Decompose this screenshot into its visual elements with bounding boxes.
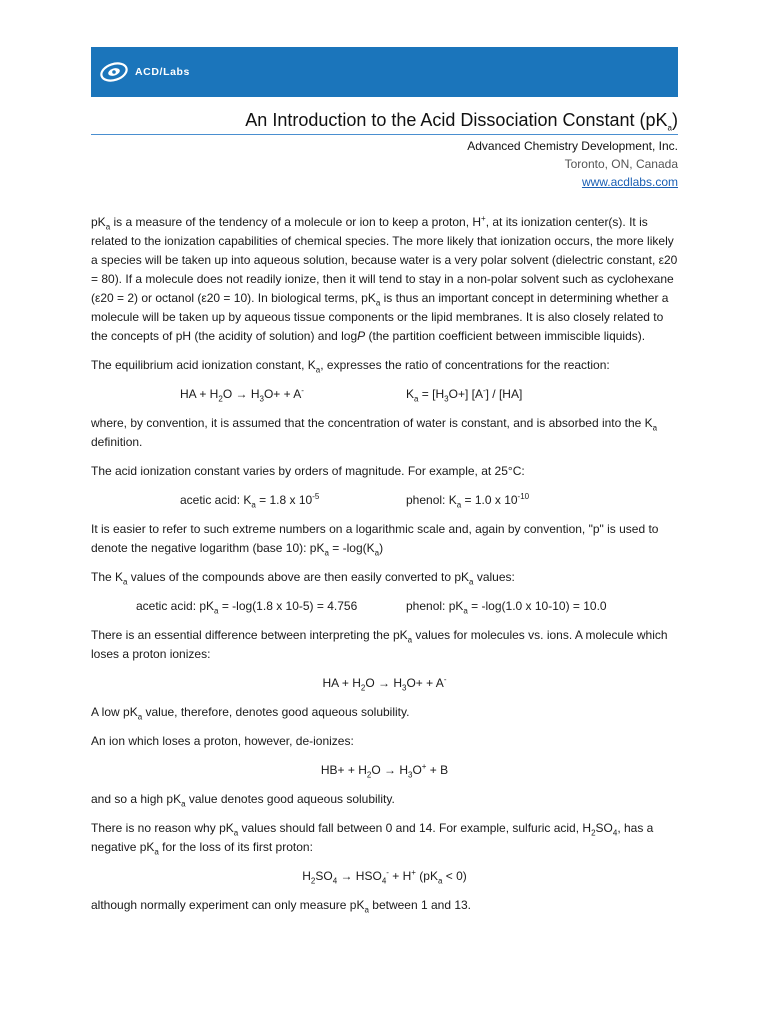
company-location: Toronto, ON, Canada [564,157,678,171]
conversion-paragraph: The $K_a$ values of the compounds above are then easily converted to $pK_a$ values: [91,570,515,587]
equation-pka-examples: acetic acid: $pK_a = -\log(1.8$ x 10-5) = 4.756 phenol: $pK_a = -\log(1.0$ x 10-10) = 10.0 [136,599,607,616]
header-banner [91,47,678,97]
article-body [91,213,678,925]
logo-text: ACD/Labs [135,66,190,78]
convention-paragraph: where, by convention, it is assumed that the concentration of water is constant, and is absorbed into the $K_a$ definition. [91,416,658,449]
equation-ion-deionizes: $HB+ + H_2O \to H_3O^+ + B$ [320,762,449,780]
intro-paragraph: $pK_a$ is a measure of the tendency of a molecule or ion to keep a proton, H+, at its ionization center(s). It is related to the ionization capabilities of chemical species. The more likely that ionization occurs, the more likely a species will be taken up into aqueous solution, because water is a very polar solvent (dielectric constant, ε20 = 80). If a molecule does not readily ionize, then it will tend to stay in a non-polar solvent such as cyclohexane (ε20 = 2) or octanol (ε20 = 10). In biological terms, $pK_a$ is thus an important concept in determining whether a molecule will be taken up by aqueous tissue components or the lipid membranes. It is also closely related to the concepts of pH (the acidity of solution) and logP (the partition coefficient between immiscible liquids). [91,214,678,343]
acdlabs-logo-icon [99,61,129,83]
organization-block [467,137,678,191]
magnitude-paragraph: The acid ionization constant varies by orders of magnitude. For example, at 25°C: [91,464,525,478]
low-pka-paragraph: A low $pK_a$ value, therefore, denotes good aqueous solubility. [91,705,410,722]
equation-ka-examples: acetic acid: $K_a = 1.8$ x $10^{-5}$ phenol: $K_a = 1.0$ x $10^{-10}$ [180,492,530,510]
range-paragraph: There is no reason why $pK_a$ values should fall between 0 and 14. For example, sulfuric acid, $H_2SO_4$, has a negative $pK_a$ for the loss of its first proton: [91,821,654,857]
acdlabs-logo[interactable] [99,61,190,83]
logarithm-paragraph: It is easier to refer to such extreme numbers on a logarithmic scale and, again by convention, "p" is used to denote the negative logarithm (base 10): $pK_a = -\log(K_a)$ [91,522,659,558]
ion-paragraph: An ion which loses a proton, however, de-ionizes: [91,734,354,748]
page-title: An Introduction to the Acid Dissociation Constant $(pK_a)$ [245,110,678,133]
difference-paragraph: There is an essential difference between interpreting the $pK_a$ values for molecules vs. ions. A molecule which loses a proton ionizes: [91,628,668,661]
equation-molecule-ionizes: HA + $H_2O \to H_3O+ + A^-$ [322,675,447,693]
website-link[interactable]: www.acdlabs.com [581,175,678,189]
company-name: Advanced Chemistry Development, Inc. [467,139,678,153]
measurement-paragraph: although normally experiment can only measure $pK_a$ between 1 and 13. [91,898,472,915]
equation-sulfuric-acid: $H_2SO_4 \to HSO_4^- + H^+$ $(pK_a < 0)$ [302,868,467,886]
equation-ionization: HA + $H_2O \to H_3O+ + A^-$ $K_a = [H_3O+]$ [A-] / [HA] [180,386,523,404]
equilibrium-paragraph: The equilibrium acid ionization constant, $K_a$, expresses the ratio of concentrations for the reaction: [91,358,610,375]
high-pka-paragraph: and so a high $pK_a$ value denotes good aqueous solubility. [91,792,395,809]
title-divider [91,134,678,135]
